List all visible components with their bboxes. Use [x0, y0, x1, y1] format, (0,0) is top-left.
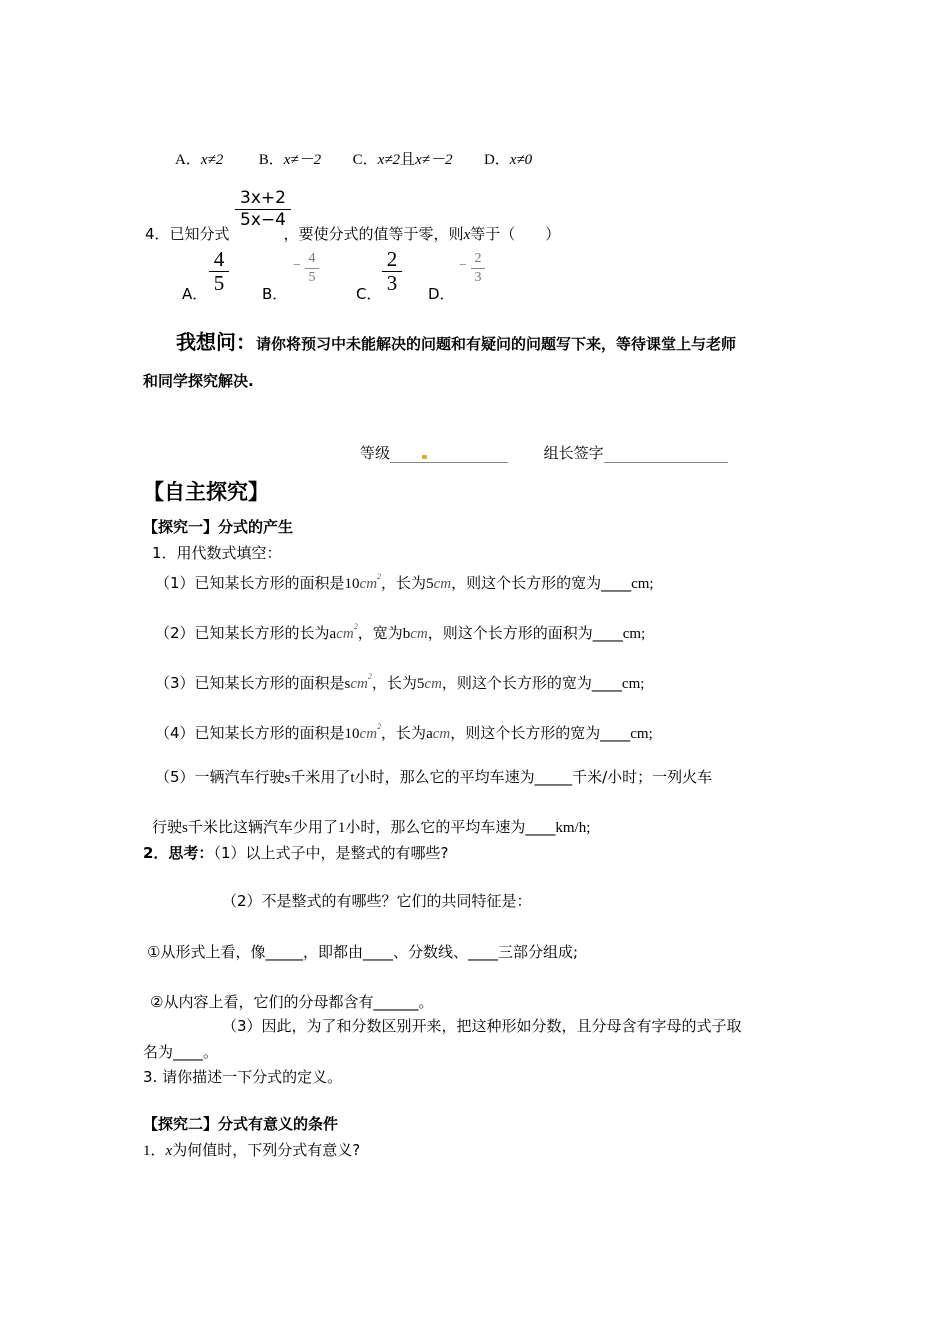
q3-option-b-label: B．: [258, 152, 284, 168]
item-5-l2-blank[interactable]: ____: [525, 818, 556, 836]
item-5-l2-c: 小时，那么它的平均车速为: [345, 818, 526, 836]
item-4-v1: 10: [344, 726, 360, 742]
q4-text: ，要使分式的值等于零，则: [283, 225, 464, 243]
item-1-u1: cm: [359, 576, 378, 592]
q3-option-d-value: x≠0: [509, 152, 533, 168]
item-4-tail: cm;: [630, 726, 653, 742]
q4-option-d-den: 3: [474, 270, 482, 285]
item-5-blank[interactable]: _____: [534, 768, 573, 786]
q3-option-c-and: 且: [400, 150, 416, 168]
therefore-line1: （3）因此，为了和分数区别开来，把这种形如分数，且分母含有字母的式子取: [222, 1017, 742, 1035]
explore1-item-3: [155, 672, 644, 693]
explore2-title: 【探究二】分式有意义的条件: [143, 1115, 339, 1133]
q4-text2: 等于（ ）: [470, 225, 561, 243]
item-5-l2-one: 1: [337, 820, 346, 836]
item-4-u1: cm: [359, 726, 378, 742]
q4-fraction-numerator: 3x+2: [240, 188, 286, 208]
explore1-item-5-line2: [152, 816, 590, 837]
item-4-s1: 2: [377, 722, 382, 731]
item-2-v1: a: [329, 626, 337, 642]
item-3-tail: cm;: [621, 676, 645, 692]
item-5-l2-a: 行驶: [152, 818, 183, 836]
item-5-a: （5）一辆汽车行驶: [155, 768, 285, 786]
item-3-v1: s: [344, 676, 351, 692]
item-5-s: s: [284, 770, 291, 786]
q4-number: 4．已知分式: [145, 225, 230, 243]
q4-var: x: [463, 227, 471, 243]
item-5-t: t: [350, 770, 355, 786]
item-3-post: ，则这个长方形的宽为: [441, 674, 592, 692]
grade-level-label: 等级: [360, 444, 391, 462]
think-form: ①从形式上看，像_____，即都由____、分数线、____三部分组成;: [147, 943, 579, 961]
item-2-v2: b: [402, 626, 411, 642]
q4-option-c-num: 2: [386, 247, 398, 271]
think-label: 2．思考：: [143, 844, 214, 862]
q4-option-a-den: 5: [213, 271, 225, 295]
explore1-q3: 3. 请你描述一下分式的定义。: [143, 1068, 343, 1086]
grade-row: [360, 442, 728, 463]
q3-option-d-label: D．: [483, 152, 510, 168]
q3-options: [175, 148, 532, 169]
q4-option-c-fraction: [382, 248, 402, 295]
explore1-title: 【探究一】分式的产生: [143, 518, 294, 536]
explore1-q1: 1．用代数式填空：: [152, 544, 282, 562]
explore2-q1-num: 1．: [143, 1143, 166, 1159]
item-2-u1: cm: [336, 626, 354, 642]
item-5-d: 千米/小时；一列火车: [572, 768, 713, 786]
item-2-mid: ，宽为: [357, 624, 403, 642]
think-content: ②从内容上看，它们的分母都含有______。: [150, 993, 434, 1011]
item-4-blank[interactable]: ____: [600, 724, 631, 742]
explore1-item-2: [155, 622, 645, 643]
q4-option-d-fraction: [471, 250, 485, 287]
q4-option-d-sign: −: [459, 258, 467, 273]
ask-text2: 和同学探究解决.: [143, 372, 254, 390]
item-2-blank[interactable]: ____: [592, 624, 623, 642]
q4-option-a-label: A．: [182, 285, 208, 303]
q4-option-b-sign: −: [293, 258, 301, 273]
item-1-s1: 2: [377, 572, 382, 581]
item-1-post: ，则这个长方形的宽为: [451, 574, 602, 592]
item-1-v2: 5: [426, 576, 434, 592]
section-title: 【自主探究】: [143, 480, 269, 504]
q4-option-b-fraction: [305, 250, 319, 287]
q3-option-a-label: A．: [175, 152, 201, 168]
q4-option-d-label: D．: [428, 285, 455, 303]
explore2-q1-text: 为何值时，下列分式有意义?: [172, 1141, 361, 1159]
item-1-blank[interactable]: ____: [601, 574, 632, 592]
q4-option-c-den: 3: [386, 271, 398, 295]
q4-fraction-denominator: 5x−4: [240, 210, 286, 230]
q4-question: [145, 223, 560, 244]
explore2-q1-var: x: [165, 1143, 173, 1159]
item-5-l2-unit: km/h;: [555, 820, 591, 836]
ask-text1: 请你将预习中未能解决的问题和有疑问的问题写下来，等待课堂上与老师: [256, 335, 737, 353]
explore1-item-4: [155, 722, 653, 743]
item-3-blank[interactable]: ____: [591, 674, 622, 692]
item-2-tail: cm;: [622, 626, 646, 642]
think-row: [143, 842, 448, 863]
q3-option-c-label: C．: [352, 152, 378, 168]
q4-option-b-den: 5: [308, 270, 316, 285]
item-3-pre: （3）已知某长方形的面积是: [155, 674, 345, 692]
explore2-q1: [143, 1139, 360, 1160]
item-1-tail: cm;: [631, 576, 654, 592]
item-3-s1: 2: [367, 672, 372, 681]
item-5-c: 小时，那么它的平均车速为: [354, 768, 535, 786]
item-3-v2: 5: [416, 676, 425, 692]
q4-option-a-fraction: [209, 248, 229, 295]
explore1-item-5: [155, 766, 712, 787]
item-4-mid: ，长为: [381, 724, 427, 742]
item-1-mid: ，长为: [381, 574, 427, 592]
grade-sign-label: 组长签字: [543, 444, 604, 462]
explore1-item-1: [155, 572, 654, 593]
q4-option-b-label: B．: [262, 285, 288, 303]
item-5-l2-s: s: [182, 820, 188, 836]
q3-option-b-value: x≠－2: [283, 152, 322, 168]
q4-option-d-num: 2: [474, 251, 482, 266]
item-1-u2: cm: [433, 576, 452, 592]
item-2-u2: cm: [410, 626, 428, 642]
item-3-u1: cm: [350, 676, 368, 692]
q3-option-a-value: x≠2: [200, 152, 224, 168]
q3-option-c-value2: x≠－2: [415, 152, 453, 168]
think-1: （1）以上式子中，是整式的有哪些?: [213, 844, 449, 862]
item-1-pre: （1）已知某长方形的面积是: [155, 574, 345, 592]
ask-line1: [176, 326, 736, 355]
item-4-post: ，则这个长方形的宽为: [450, 724, 601, 742]
item-5-l2-b: 千米比这辆汽车少用了: [187, 818, 338, 836]
think-2: （2）不是整式的有哪些？它们的共同特征是：: [222, 892, 532, 910]
item-5-b: 千米用了: [290, 768, 351, 786]
ask-title: 我想问：: [176, 330, 256, 354]
item-4-u2: cm: [432, 726, 451, 742]
cursor-mark: [422, 455, 427, 459]
therefore-line2: 名为____。: [143, 1043, 219, 1061]
item-4-pre: （4）已知某长方形的面积是: [155, 724, 345, 742]
item-4-v2: a: [426, 726, 433, 742]
item-2-s1: 2: [353, 622, 358, 631]
q4-option-a-num: 4: [213, 247, 225, 271]
item-1-v1: 10: [344, 576, 360, 592]
q4-option-b-num: 4: [308, 251, 316, 266]
item-3-mid: ，长为: [371, 674, 417, 692]
item-2-pre: （2）已知某长方形的长为: [155, 624, 330, 642]
item-2-post: ，则这个长方形的面积为: [427, 624, 593, 642]
item-3-u2: cm: [424, 676, 442, 692]
q3-option-c-value1: x≠2: [377, 152, 401, 168]
grade-sign-blank[interactable]: [604, 444, 728, 463]
q4-option-c-label: C．: [356, 285, 382, 303]
grade-level-blank[interactable]: [390, 444, 508, 463]
